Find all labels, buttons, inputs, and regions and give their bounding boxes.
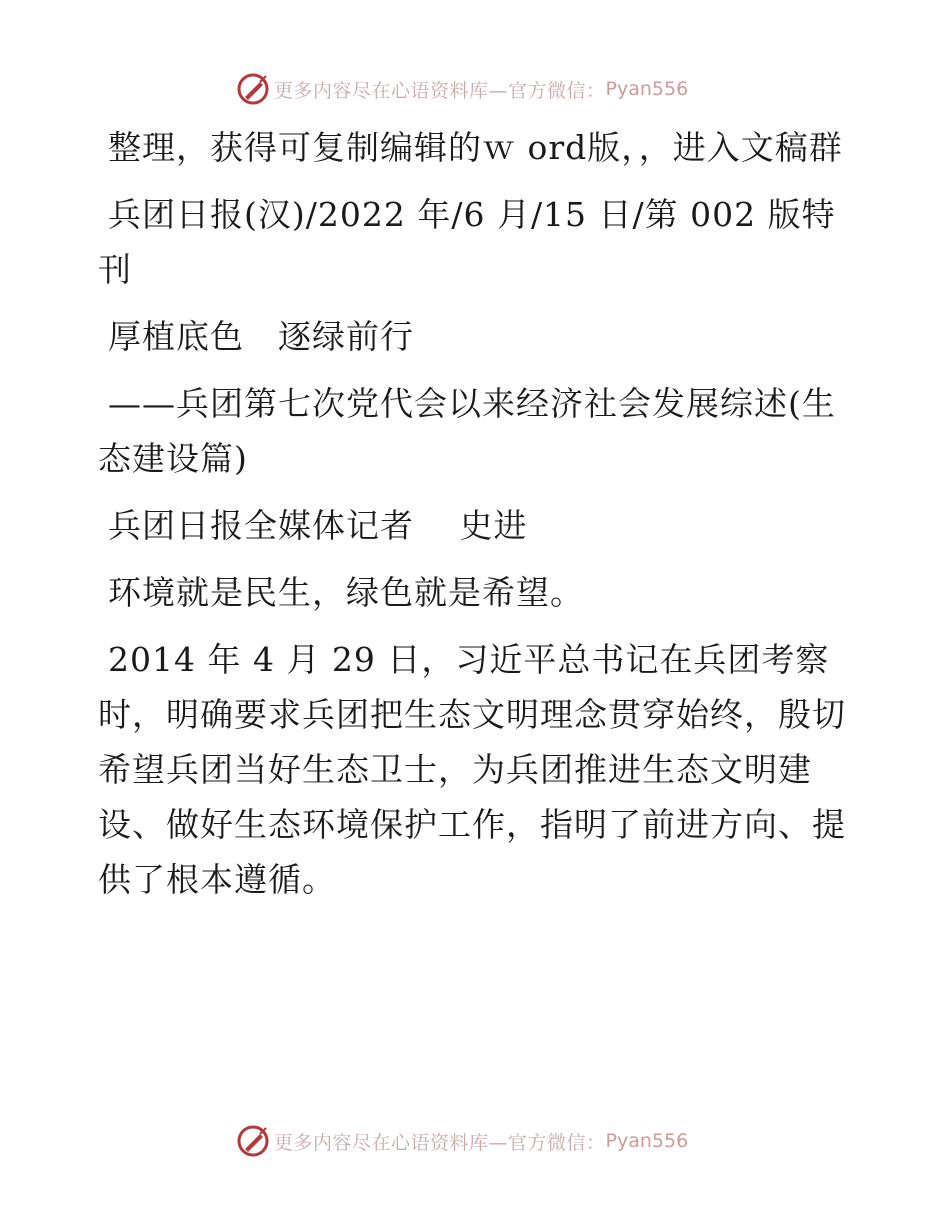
quill-logo-icon	[236, 72, 270, 106]
article-subtitle: ——兵团第七次党代会以来经济社会发展综述(生态建设篇)	[98, 384, 836, 478]
watermark-text: 更多内容尽在心语资料库—官方微信：	[274, 79, 606, 102]
watermark-wechat-id: Pyan556	[605, 1130, 689, 1152]
paragraph-body: 2014 年 4 月 29 日，习近平总书记在兵团考察时，明确要求兵团把生态文明理念贯穿始终，殷切希望兵团当好生态卫士，为兵团推进生态文明建设、做好生态环境保护工作，指明了前进方向、提供了根本遵循。	[98, 640, 846, 899]
article-title: 厚植底色 逐绿前行	[108, 317, 414, 356]
watermark-header	[236, 72, 688, 106]
paragraph-lead: 环境就是民生，绿色就是希望。	[108, 573, 584, 612]
watermark-footer	[236, 1124, 688, 1158]
paragraph-source: 兵团日报(汉)/2022 年/6 月/15 日/第 002 版特刊	[98, 195, 836, 289]
watermark-wechat-id: Pyan556	[605, 78, 689, 100]
watermark-text: 更多内容尽在心语资料库—官方微信：	[274, 1131, 606, 1154]
paragraph-intro: 整理，获得可复制编辑的ｗ ord版，，进入文稿群	[108, 128, 843, 167]
article-byline: 兵团日报全媒体记者 史进	[108, 506, 528, 545]
quill-logo-icon	[236, 1124, 270, 1158]
document-body	[98, 120, 858, 919]
